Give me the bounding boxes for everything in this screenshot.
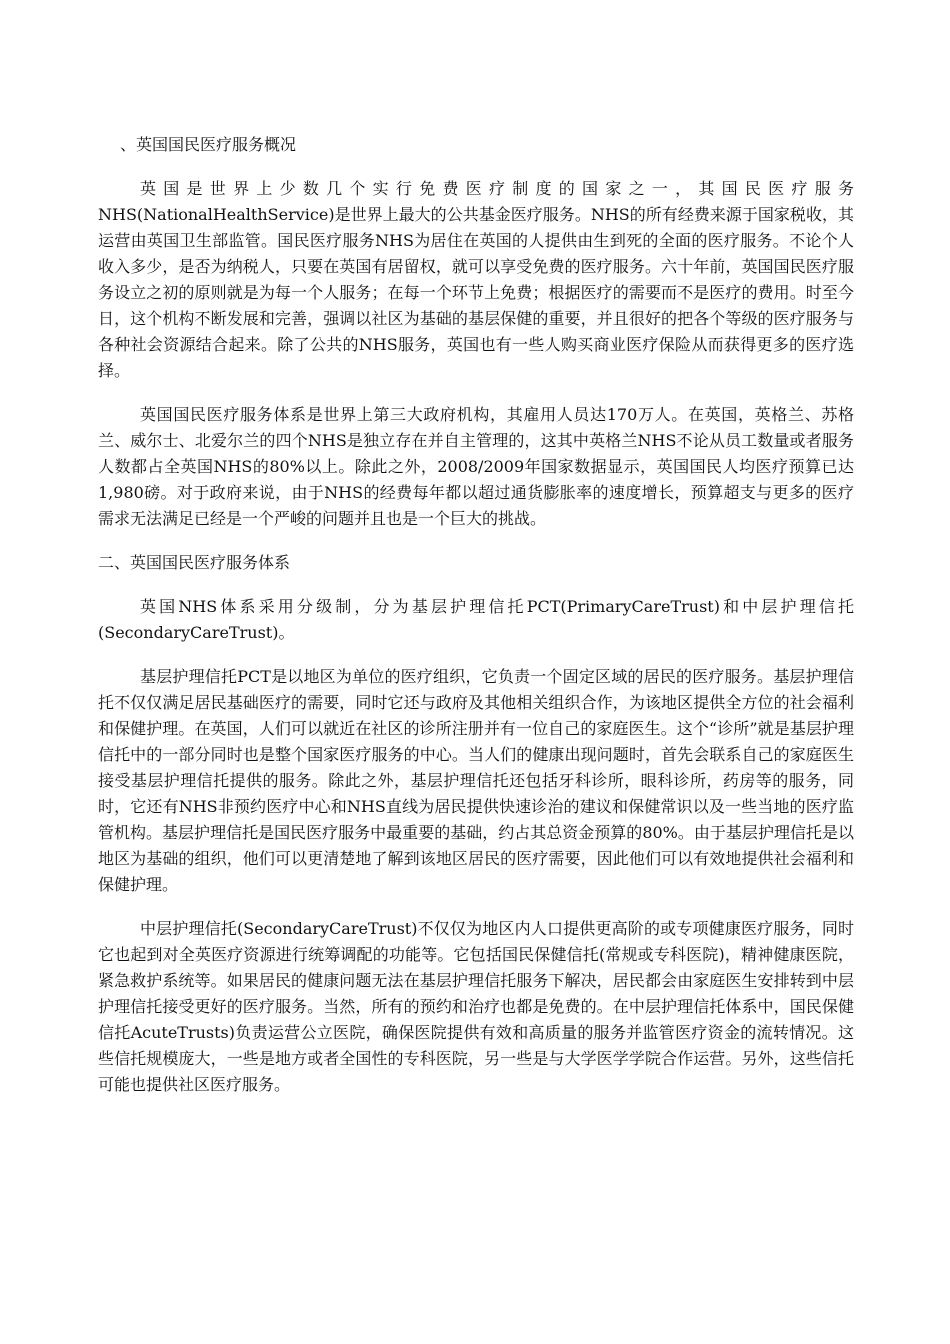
paragraph-primary-care-trust: 基层护理信托PCT是以地区为单位的医疗组织，它负责一个固定区域的居民的医疗服务。基层护理信托不仅仅满足居民基础医疗的需要，同时它还与政府及其他相关组织合作，为该地区提供全方位的社会福利和保健护理。在英国，人们可以就近在社区的诊所注册并有一位自己的家庭医生。这个“诊所”就是基层护理信托中的一部分同时也是整个国家医疗服务的中心。当人们的健康出现问题时，首先会联系自己的家庭医生接受基层护理信托提供的服务。除此之外，基层护理信托还包括牙科诊所，眼科诊所，药房等的服务，同时，它还有NHS非预约医疗中心和NHS直线为居民提供快速诊治的建议和保健常识以及一些当地的医疗监管机构。基层护理信托是国民医疗服务中最重要的基础，约占其总资金预算的80%。由于基层护理信托是以地区为基础的组织，他们可以更清楚地了解到该地区居民的医疗需要，因此他们可以有效地提供社会福利和保健护理。: [98, 667, 854, 894]
section-heading-system: 二、英国国民医疗服务体系: [98, 553, 291, 572]
paragraph-secondary-care-trust: 中层护理信托(SecondaryCareTrust)不仅仅为地区内人口提供更高阶的或专项健康医疗服务，同时它也起到对全英医疗资源进行统筹调配的功能等。它包括国民保健信托(常规或专科医院)，精神健康医院，紧急救护系统等。如果居民的健康问题无法在基层护理信托服务下解决，居民都会由家庭医生安排转到中层护理信托接受更好的医疗服务。当然，所有的预约和治疗也都是免费的。在中层护理信托体系中，国民保健信托AcuteTrusts)负责运营公立医院，确保医院提供有效和高质量的服务并监管医疗资金的流转情况。这些信托规模庞大，一些是地方或者全国性的专科医院，另一些是与大学医学学院合作运营。另外，这些信托可能也提供社区医疗服务。: [98, 919, 854, 1094]
paragraph-nhs-tiers: 英国NHS体系采用分级制，分为基层护理信托PCT(PrimaryCareTrust)和中层护理信托(SecondaryCareTrust)。: [98, 597, 854, 642]
section-heading-overview: 、英国国民医疗服务概况: [120, 135, 297, 154]
document-page: [98, 132, 854, 1116]
paragraph-nhs-scale: 英国国民医疗服务体系是世界上第三大政府机构，其雇用人员达170万人。在英国，英格兰、苏格兰、威尔士、北爱尔兰的四个NHS是独立存在并自主管理的，这其中英格兰NHS不论从员工数量或者服务人数都占全英国NHS的80%以上。除此之外，2008/2009年国家数据显示，英国国民人均医疗预算已达1,980磅。对于政府来说，由于NHS的经费每年都以超过通货膨胀率的速度增长，预算超支与更多的医疗需求无法满足已经是一个严峻的问题并且也是一个巨大的挑战。: [98, 405, 854, 528]
paragraph-nhs-intro: 英国是世界上少数几个实行免费医疗制度的国家之一，其国民医疗服务NHS(NationalHealthService)是世界上最大的公共基金医疗服务。NHS的所有经费来源于国家税收，其运营由英国卫生部监管。国民医疗服务NHS为居住在英国的人提供由生到死的全面的医疗服务。不论个人收入多少，是否为纳税人，只要在英国有居留权，就可以享受免费的医疗服务。六十年前，英国国民医疗服务设立之初的原则就是为每一个人服务；在每一个环节上免费；根据医疗的需要而不是医疗的费用。时至今日，这个机构不断发展和完善，强调以社区为基础的基层保健的重要，并且很好的把各个等级的医疗服务与各种社会资源结合起来。除了公共的NHS服务，英国也有一些人购买商业医疗保险从而获得更多的医疗选择。: [98, 179, 854, 380]
